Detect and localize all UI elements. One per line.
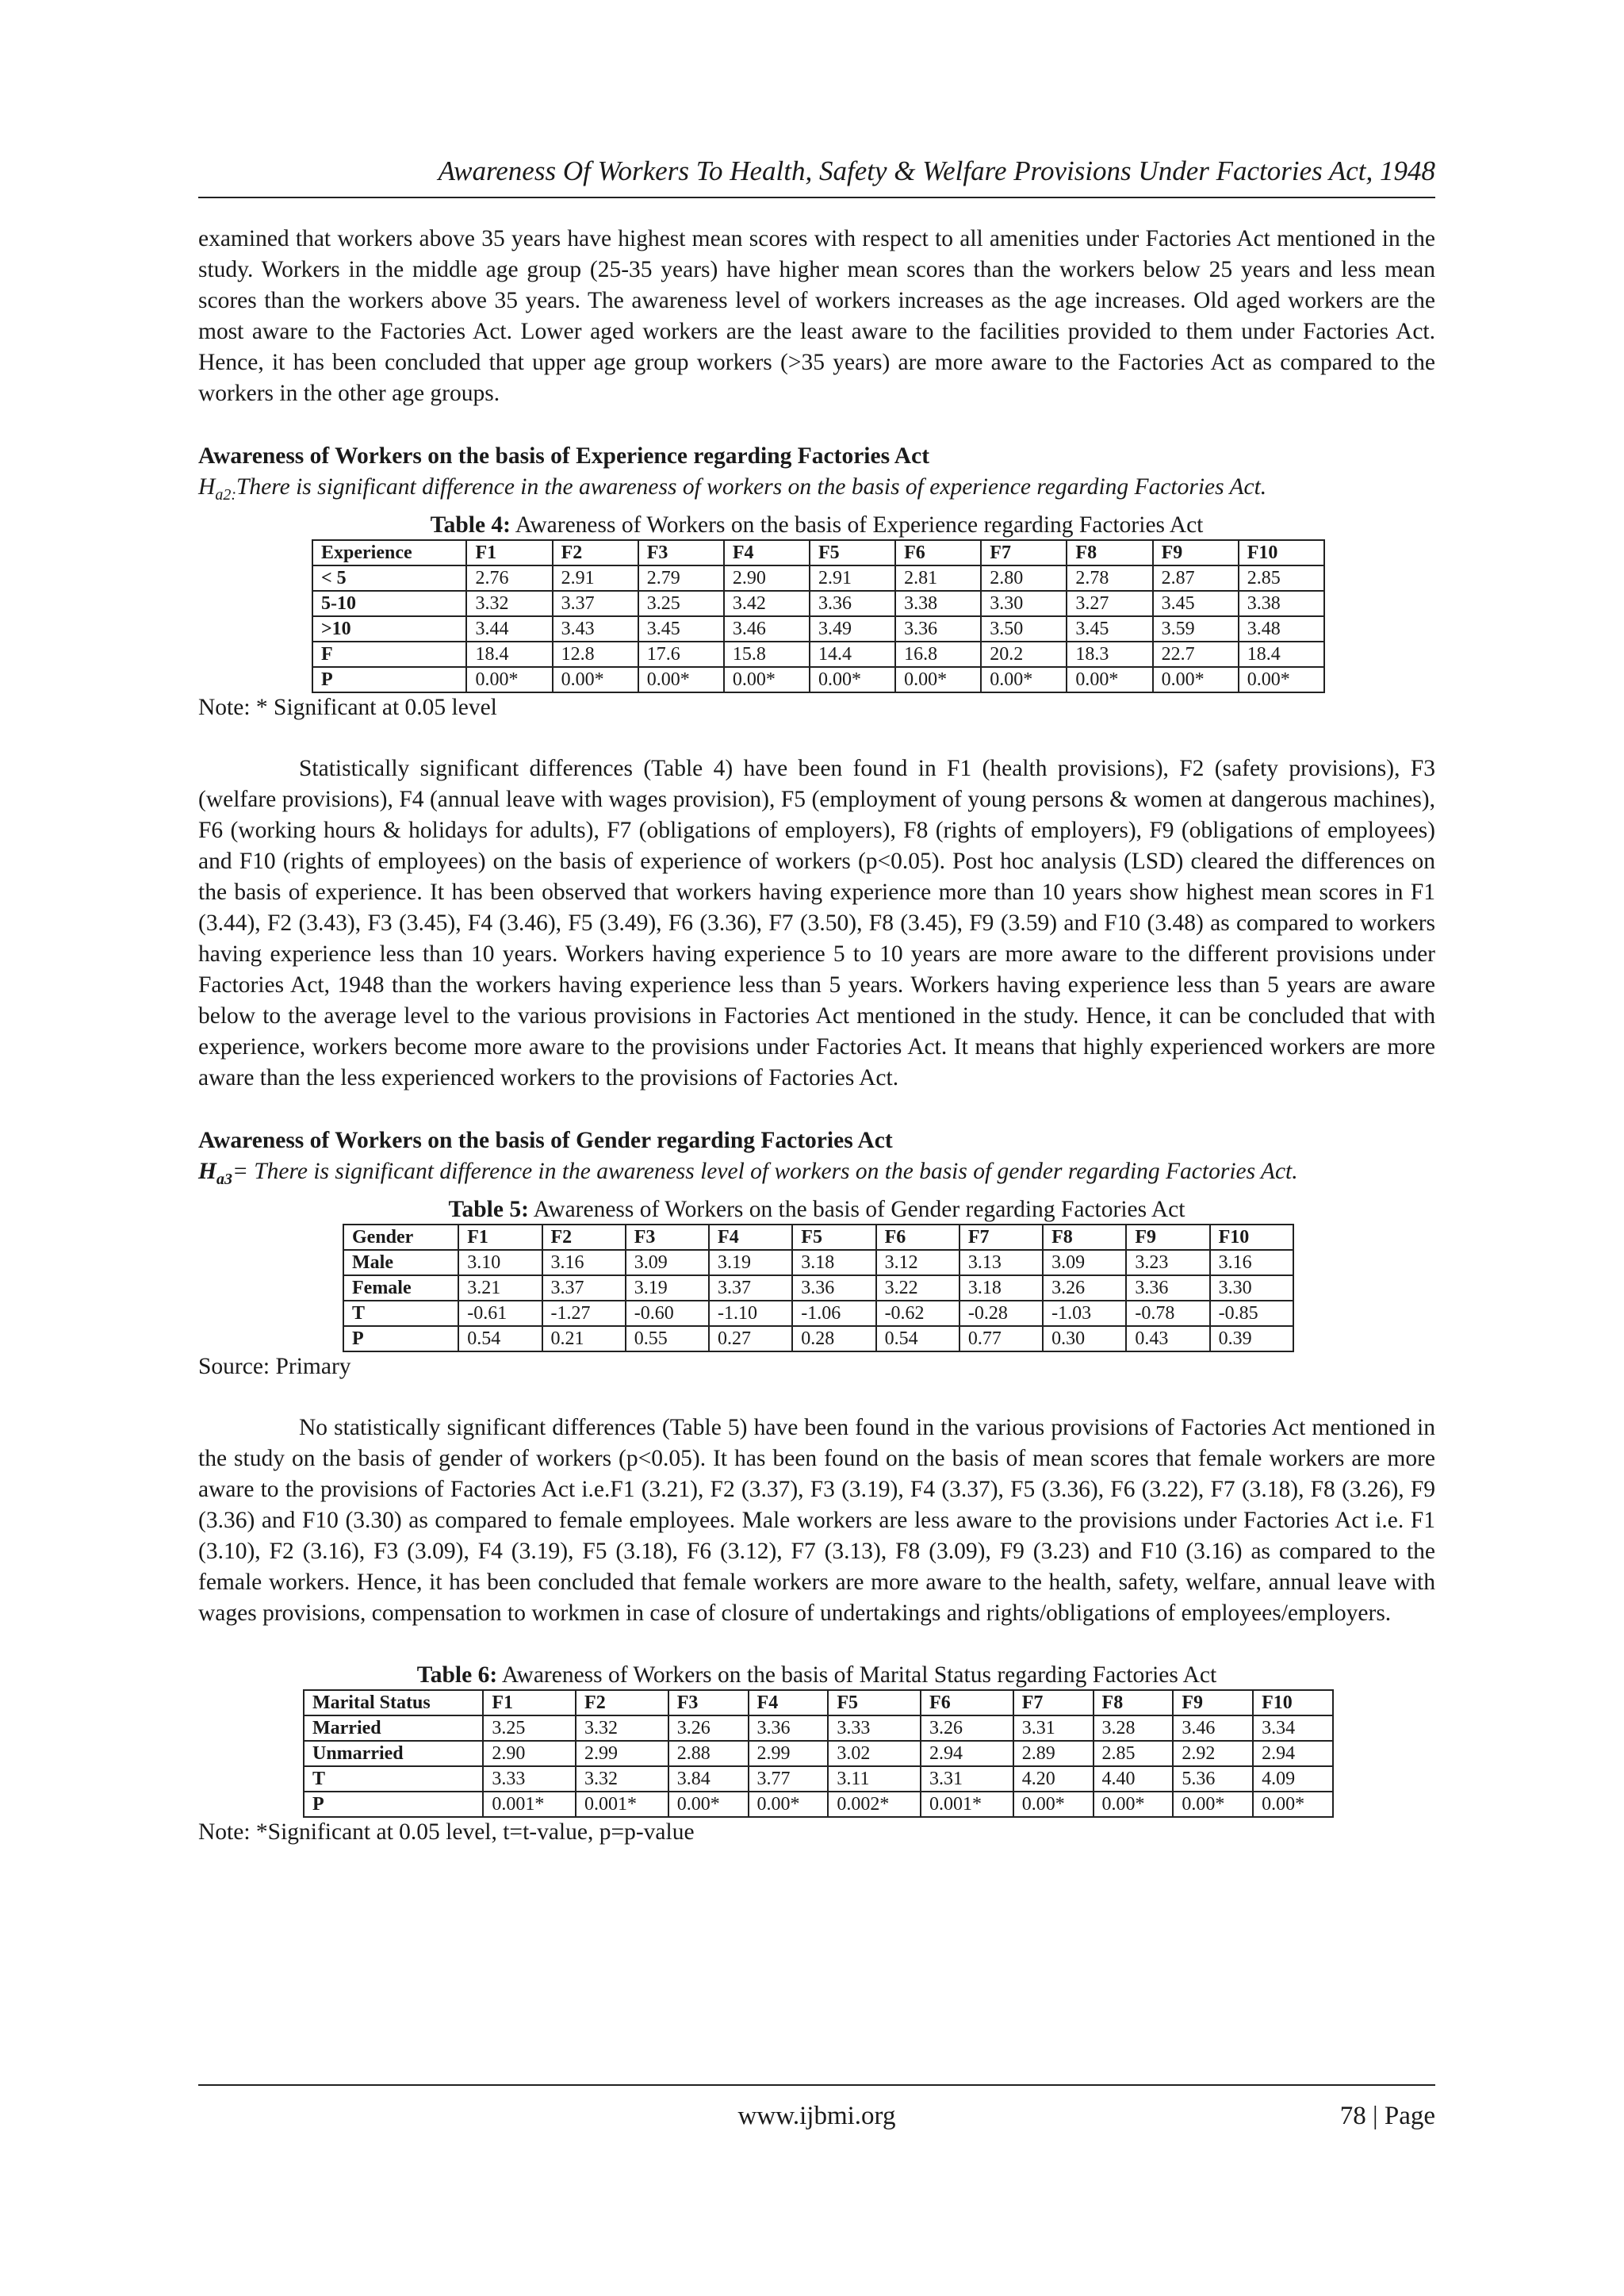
table-cell: 2.87 [1153,565,1239,591]
column-header: F4 [749,1690,829,1715]
table-cell: 3.02 [828,1741,921,1766]
section-heading-experience: Awareness of Workers on the basis of Experience regarding Factories Act [198,443,930,469]
table-cell: -0.78 [1126,1301,1209,1326]
page-body [198,143,1435,1846]
column-header: F3 [668,1690,749,1715]
column-header: F2 [553,540,638,565]
table-cell: 3.26 [921,1715,1013,1741]
table-cell: 2.76 [466,565,552,591]
table-cell: 3.38 [895,591,981,616]
experience-discussion: Statistically significant differences (Table 4) have been found in F1 (health provisions), F2 (safety provisions), F3 (welfare provisions), F4 (annual leave with wages provision), F5 (employment of young persons & women at dangerous machines), F6 (working hours & holidays for adults), F7 (obligations of employers), F8 (rights of employers), F9 (obligations of employees) and F10 (rights of employees) on the basis of experience of workers (p<0.05). Post hoc analysis (LSD) cleared the differences on the basis of experience. It has been observed that workers having experience more than 10 years show highest mean scores in F1 (3.44), F2 (3.43), F3 (3.45), F4 (3.46), F5 (3.49), F6 (3.36), F7 (3.50), F8 (3.45), F9 (3.59) and F10 (3.48) as compared to workers having experience less than 10 years. Workers having experience 5 to 10 years are more aware to the different provisions under Factories Act, 1948 than the workers having experience less than 5 years. Workers having experience less than 5 years are aware below to the average level to the various provisions in Factories Act mentioned in the study. Hence, it can be concluded that with experience, workers become more aware to the provisions under Factories Act. It means that highly experienced workers are more aware than the less experienced workers to the provisions of Factories Act. [198,755,1435,1091]
table-cell: 3.48 [1239,616,1324,642]
table-cell: 2.90 [483,1741,576,1766]
table-cell: 3.19 [709,1250,792,1275]
row-label: Married [304,1715,483,1741]
table-5-caption: Table 5: Awareness of Workers on the basis of Gender regarding Factories Act [448,1196,1185,1222]
table-cell: 3.36 [792,1275,875,1301]
table-cell: 3.45 [1153,591,1239,616]
table-cell: 2.81 [895,565,981,591]
table-cell: 3.18 [959,1275,1043,1301]
table-cell: 3.12 [876,1250,959,1275]
table-cell: 0.39 [1210,1326,1293,1351]
table-cell: 3.27 [1067,591,1152,616]
table-cell: 0.00* [895,667,981,692]
row-label: Male [343,1250,458,1275]
table-cell: -0.61 [458,1301,542,1326]
column-header: F8 [1043,1225,1126,1250]
column-header: F8 [1094,1690,1174,1715]
table-4-caption: Table 4: Awareness of Workers on the basis of Experience regarding Factories Act [430,512,1204,538]
table-cell: -0.60 [626,1301,709,1326]
intro-paragraph: examined that workers above 35 years have highest mean scores with respect to all amenities under Factories Act mentioned in the study. Workers in the middle age group (25-35 years) have higher mean scores than the workers below 25 years and less mean scores than the workers above 35 years. The awareness level of workers increases as the age increases. Old aged workers are the most aware to the Factories Act. Lower aged workers are the least aware to the facilities provided to them under Factories Act. Hence, it has been concluded that upper age group workers (>35 years) are more aware to the Factories Act as compared to the workers in the other age groups. [198,226,1435,406]
table-cell: 3.32 [576,1715,668,1741]
table-cell: 18.3 [1067,642,1152,667]
table-cell: 3.23 [1126,1250,1209,1275]
column-header: F9 [1173,1690,1253,1715]
table-cell: 3.32 [466,591,552,616]
table-cell: 3.46 [724,616,810,642]
table-cell: 0.002* [828,1792,921,1817]
table-cell: 3.37 [709,1275,792,1301]
table-row [343,1301,1293,1326]
column-header: F1 [483,1690,576,1715]
table-cell: 3.19 [626,1275,709,1301]
table-cell: 3.50 [981,616,1067,642]
table-cell: 17.6 [638,642,724,667]
table-row [312,642,1324,667]
hypothesis-experience: $H_{a2:}There$ is significant difference in the awareness of workers on the basis of experience regarding Factories Act. [198,474,1267,504]
table-cell: 0.00* [1067,667,1152,692]
column-header: F5 [810,540,895,565]
table-cell: 3.11 [828,1766,921,1792]
table-cell: 0.21 [542,1326,626,1351]
column-header: F7 [981,540,1067,565]
table-cell: -1.27 [542,1301,626,1326]
column-header: F9 [1153,540,1239,565]
table-cell: 18.4 [1239,642,1324,667]
column-header: F6 [876,1225,959,1250]
column-header: F2 [576,1690,668,1715]
table-cell: 3.44 [466,616,552,642]
column-header: F10 [1210,1225,1293,1250]
table-row [312,667,1324,692]
journal-url: www.ijbmi.org [737,2102,896,2130]
table-cell: 0.00* [749,1792,829,1817]
table-row [304,1792,1333,1817]
column-header: F3 [638,540,724,565]
column-header: F7 [959,1225,1043,1250]
table-6-note: Note: *Significant at 0.05 level, t=t-value, p=p-value [198,1819,695,1845]
row-label: T [304,1766,483,1792]
table-cell: 3.10 [458,1250,542,1275]
column-header: Gender [343,1225,458,1250]
table-cell: 0.00* [1153,667,1239,692]
table-cell: 2.79 [638,565,724,591]
table-5-source: Source: Primary [198,1353,351,1379]
running-header: Awareness Of Workers To Health, Safety & Welfare Provisions Under Factories Act, 1948 [198,155,1435,198]
table-6 [303,1689,1334,1818]
table-cell: -1.06 [792,1301,875,1326]
table-cell: 3.26 [668,1715,749,1741]
row-label: Female [343,1275,458,1301]
table-cell: 3.09 [1043,1250,1126,1275]
table-cell: 3.45 [1067,616,1152,642]
table-cell: 0.54 [876,1326,959,1351]
table-cell: 3.13 [959,1250,1043,1275]
row-label: P [312,667,466,692]
column-header: F5 [828,1690,921,1715]
column-header: F3 [626,1225,709,1250]
table-cell: 3.34 [1253,1715,1333,1741]
table-cell: 0.00* [668,1792,749,1817]
table-cell: 3.21 [458,1275,542,1301]
section-heading-gender: Awareness of Workers on the basis of Gender regarding Factories Act [198,1127,893,1153]
table-4 [312,539,1325,693]
table-row [304,1715,1333,1741]
table-cell: 16.8 [895,642,981,667]
row-label: F [312,642,466,667]
table-cell: 3.28 [1094,1715,1174,1741]
table-cell: 3.37 [553,591,638,616]
table-row [343,1326,1293,1351]
table-cell: 2.80 [981,565,1067,591]
row-label: Unmarried [304,1741,483,1766]
hypothesis-gender: $H_{a3}=$ There is significant difference in the awareness level of workers on the basis of gender regarding Factories Act. [198,1158,1298,1188]
table-cell: 2.94 [1253,1741,1333,1766]
table-cell: 3.38 [1239,591,1324,616]
column-header: F7 [1013,1690,1094,1715]
table-cell: 3.09 [626,1250,709,1275]
table-cell: 0.77 [959,1326,1043,1351]
table-cell: 3.31 [1013,1715,1094,1741]
table-cell: 3.33 [828,1715,921,1741]
table-cell: 2.85 [1239,565,1324,591]
table-cell: 3.25 [483,1715,576,1741]
table-cell: 3.36 [895,616,981,642]
table-cell: 0.55 [626,1326,709,1351]
table-cell: 0.54 [458,1326,542,1351]
table-cell: 0.00* [638,667,724,692]
table-cell: 0.43 [1126,1326,1209,1351]
table-cell: 2.99 [749,1741,829,1766]
column-header: F4 [724,540,810,565]
column-header: F9 [1126,1225,1209,1250]
table-cell: 3.77 [749,1766,829,1792]
table-cell: 2.90 [724,565,810,591]
table-row [312,616,1324,642]
table-cell: 2.91 [810,565,895,591]
table-cell: 3.22 [876,1275,959,1301]
table-cell: 2.85 [1094,1741,1174,1766]
table-cell: 18.4 [466,642,552,667]
table-cell: 15.8 [724,642,810,667]
table-cell: 4.09 [1253,1766,1333,1792]
table-cell: 12.8 [553,642,638,667]
table-row [343,1250,1293,1275]
table-cell: 4.20 [1013,1766,1094,1792]
table-row [312,565,1324,591]
table-cell: 3.45 [638,616,724,642]
table-cell: 2.94 [921,1741,1013,1766]
page-number: 78 | Page [1339,2102,1435,2130]
table-cell: 0.30 [1043,1326,1126,1351]
table-cell: 0.27 [709,1326,792,1351]
table-row [312,591,1324,616]
table-header-row [312,540,1324,565]
table-cell: 20.2 [981,642,1067,667]
table-cell: 3.84 [668,1766,749,1792]
table-cell: 3.43 [553,616,638,642]
table-cell: 2.92 [1173,1741,1253,1766]
table-cell: 0.00* [981,667,1067,692]
table-cell: 3.31 [921,1766,1013,1792]
table-cell: 22.7 [1153,642,1239,667]
table-cell: 3.25 [638,591,724,616]
table-cell: 3.46 [1173,1715,1253,1741]
column-header: F10 [1239,540,1324,565]
column-header: F5 [792,1225,875,1250]
table-cell: 0.001* [576,1792,668,1817]
table-cell: 0.28 [792,1326,875,1351]
table-cell: 0.00* [724,667,810,692]
column-header: F10 [1253,1690,1333,1715]
column-header: F2 [542,1225,626,1250]
table-cell: 0.00* [466,667,552,692]
table-cell: 3.16 [1210,1250,1293,1275]
table-cell: 3.18 [792,1250,875,1275]
table-6-caption: Table 6: Awareness of Workers on the basis of Marital Status regarding Factories Act [416,1662,1217,1688]
column-header: F6 [895,540,981,565]
row-label: >10 [312,616,466,642]
table-cell: 14.4 [810,642,895,667]
table-4-note: Note: * Significant at 0.05 level [198,694,497,720]
table-cell: 3.36 [810,591,895,616]
table-cell: 3.36 [1126,1275,1209,1301]
table-cell: 5.36 [1173,1766,1253,1792]
table-cell: 0.00* [1013,1792,1094,1817]
table-header-row [343,1225,1293,1250]
column-header: F1 [458,1225,542,1250]
table-cell: -1.03 [1043,1301,1126,1326]
table-row [304,1741,1333,1766]
row-label: < 5 [312,565,466,591]
column-header: Experience [312,540,466,565]
table-cell: 0.00* [1253,1792,1333,1817]
table-cell: 3.32 [576,1766,668,1792]
column-header: F4 [709,1225,792,1250]
row-label: P [343,1326,458,1351]
table-row [304,1766,1333,1792]
table-cell: 3.16 [542,1250,626,1275]
table-cell: 2.99 [576,1741,668,1766]
table-cell: 0.00* [1094,1792,1174,1817]
table-cell: 3.36 [749,1715,829,1741]
table-cell: 3.37 [542,1275,626,1301]
table-cell: 3.59 [1153,616,1239,642]
table-cell: 3.30 [981,591,1067,616]
table-cell: 3.33 [483,1766,576,1792]
table-cell: 2.91 [553,565,638,591]
table-cell: 0.00* [553,667,638,692]
column-header: Marital Status [304,1690,483,1715]
table-cell: -0.28 [959,1301,1043,1326]
table-cell: -1.10 [709,1301,792,1326]
row-label: P [304,1792,483,1817]
table-cell: 2.89 [1013,1741,1094,1766]
table-cell: 4.40 [1094,1766,1174,1792]
table-cell: 3.49 [810,616,895,642]
table-cell: 0.001* [483,1792,576,1817]
table-header-row [304,1690,1333,1715]
row-label: 5-10 [312,591,466,616]
table-cell: -0.85 [1210,1301,1293,1326]
column-header: F1 [466,540,552,565]
table-cell: 0.00* [1239,667,1324,692]
gender-discussion: No statistically significant differences (Table 5) have been found in the various provisions of Factories Act mentioned in the study on the basis of gender of workers (p<0.05). It has been found on the basis of mean scores that female workers are more aware to the provisions of Factories Act i.e.F1 (3.21), F2 (3.37), F3 (3.19), F4 (3.37), F5 (3.36), F6 (3.22), F7 (3.18), F8 (3.26), F9 (3.36) and F10 (3.30) as compared to female employees. Male workers are less aware to the provisions under Factories Act i.e. F1 (3.10), F2 (3.16), F3 (3.09), F4 (3.19), F5 (3.18), F6 (3.12), F7 (3.13), F8 (3.09), F9 (3.23) and F10 (3.16) as compared to the female workers. Hence, it has been concluded that female workers are more aware to the health, safety, welfare, annual leave with wages provisions, compensation to workmen in case of closure of undertakings and rights/obligations of employees/employers. [198,1414,1435,1626]
column-header: F6 [921,1690,1013,1715]
table-cell: 0.001* [921,1792,1013,1817]
table-cell: 3.30 [1210,1275,1293,1301]
table-cell: 2.78 [1067,565,1152,591]
row-label: T [343,1301,458,1326]
page-footer [198,2084,1435,2130]
table-cell: 0.00* [810,667,895,692]
table-cell: -0.62 [876,1301,959,1326]
table-cell: 2.88 [668,1741,749,1766]
table-cell: 0.00* [1173,1792,1253,1817]
table-5 [343,1224,1294,1352]
table-cell: 3.26 [1043,1275,1126,1301]
column-header: F8 [1067,540,1152,565]
table-row [343,1275,1293,1301]
table-cell: 3.42 [724,591,810,616]
